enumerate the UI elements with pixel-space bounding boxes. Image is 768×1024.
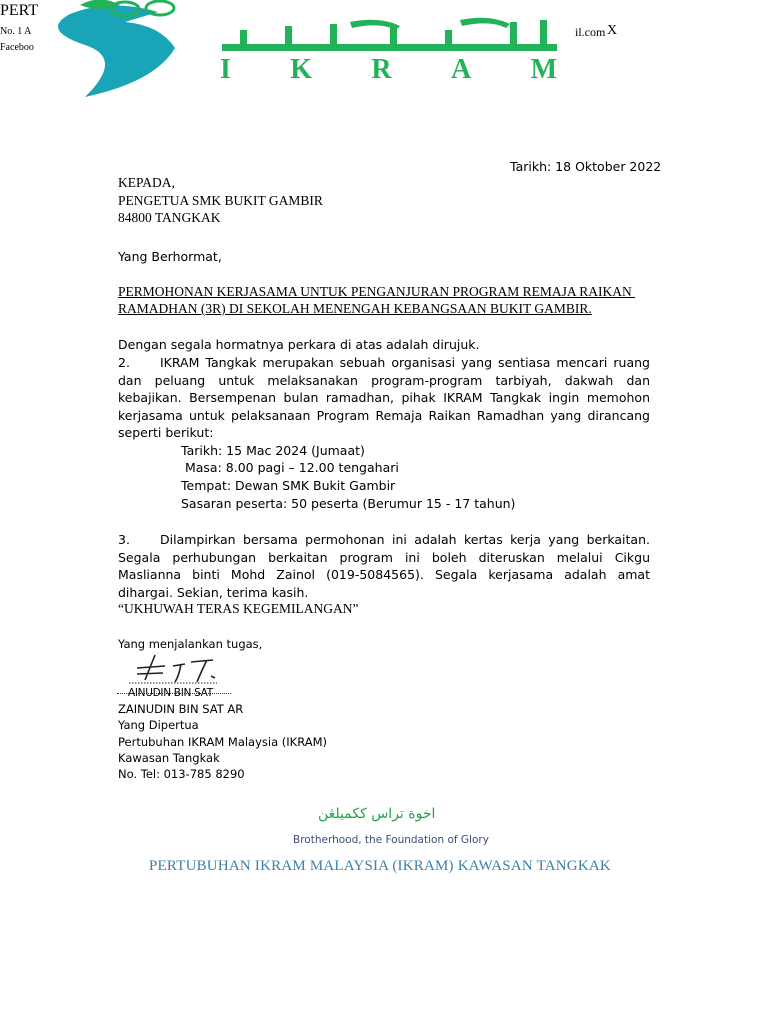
paragraph-3	[118, 531, 650, 601]
header-x-mark: X	[607, 23, 618, 38]
signature-icon	[125, 650, 225, 686]
signature-dotted-line	[117, 693, 231, 694]
signatory-name: ZAINUDIN BIN SAT AR	[118, 702, 244, 716]
footer-tagline: Brotherhood, the Foundation of Glory	[293, 834, 489, 846]
footer-organisation: PERTUBUHAN IKRAM MALAYSIA (IKRAM) KAWASAN TANGKAK	[149, 858, 611, 874]
logo-swoosh-icon	[58, 0, 175, 97]
recipient-line-3: 84800 TANGKAK	[118, 210, 221, 225]
paragraph-2-text: IKRAM Tangkak merupakan sebuah organisasi yang sentiasa mencari ruang dan peluang untuk melaksanakan program-program tarbiyah, dakwah dan kebajikan. Bersempenan bulan ramadhan, pihak IKRAM Tangkak ingin memohon kerjasama untuk pelaksanaan Program Remaja Raikan Ramadhan yang dirancang seperti berikut:	[118, 355, 650, 441]
header-email: il.com	[575, 25, 606, 39]
logo-ikram-text: IKRAM	[220, 54, 575, 85]
paragraph-1: Dengan segala hormatnya perkara di atas adalah dirujuk.	[118, 337, 480, 352]
signatory-area: Kawasan Tangkak	[118, 751, 220, 765]
paragraph-3-number: 3.	[118, 532, 130, 547]
signatory-organisation: Pertubuhan IKRAM Malaysia (IKRAM)	[118, 735, 328, 749]
signature-dotted-name: AINUDIN BIN SAT	[128, 687, 213, 699]
ikram-logo	[40, 0, 580, 100]
recipient-line-2: PENGETUA SMK BUKIT GAMBIR	[118, 193, 323, 208]
subject-line-1: PERMOHONAN KERJASAMA UNTUK PENGANJURAN PROGRAM REMAJA RAIKAN	[118, 284, 636, 299]
logo-arabic-icon	[222, 18, 557, 51]
signatory-title: Yang Dipertua	[118, 718, 199, 732]
detail-date: Tarikh: 15 Mac 2024 (Jumaat)	[181, 443, 365, 458]
paragraph-2-number: 2.	[118, 355, 130, 370]
paragraph-3-text: Dilampirkan bersama permohonan ini adalah kertas kerja yang berkaitan. Segala perhubungan berkaitan program ini boleh diteruskan melalui Cikgu Maslianna binti Mohd Zainol (019-5084565). Segala kerjasama adalah amat dihargai. Sekian, terima kasih.	[118, 532, 650, 600]
recipient-line-1: KEPADA,	[118, 175, 175, 190]
header-org-name: PERT	[0, 2, 39, 19]
letter-date: Tarikh: 18 Oktober 2022	[510, 159, 662, 174]
detail-time: Masa: 8.00 pagi – 12.00 tengahari	[181, 460, 399, 475]
paragraph-2	[118, 354, 650, 442]
slogan: “UKHUWAH TERAS KEGEMILANGAN”	[118, 601, 359, 616]
signatory-phone: No. Tel: 013-785 8290	[118, 767, 245, 781]
footer-arabic-motto: اخوة تراس ككميلڠن	[318, 806, 436, 822]
subject-line-2: RAMADHAN (3R) DI SEKOLAH MENENGAH KEBANGSAAN BUKIT GAMBIR.	[118, 301, 592, 316]
closing-line: Yang menjalankan tugas,	[118, 637, 263, 651]
header-facebook: Faceboo	[0, 42, 34, 53]
detail-participants: Sasaran peserta: 50 peserta (Berumur 15 - 17 tahun)	[181, 496, 516, 511]
detail-venue: Tempat: Dewan SMK Bukit Gambir	[181, 478, 396, 493]
letter-subject	[118, 283, 635, 317]
header-address: No. 1 A	[0, 26, 32, 37]
salutation: Yang Berhormat,	[118, 249, 222, 264]
